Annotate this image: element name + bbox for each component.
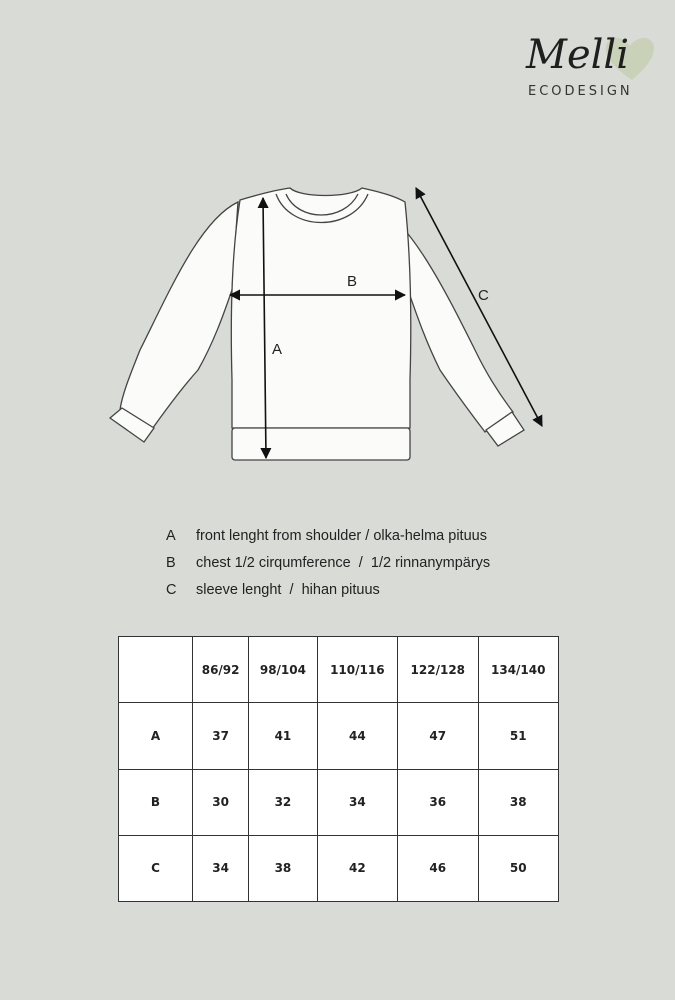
table-cell: 51 — [478, 703, 559, 769]
size-table — [118, 636, 559, 902]
legend-text: chest 1/2 cirqumference / 1/2 rinnanympärys — [196, 555, 491, 571]
legend-item — [166, 582, 490, 609]
row-label: B — [119, 769, 193, 835]
table-cell: 50 — [478, 835, 559, 901]
table-corner-cell — [119, 637, 193, 703]
size-header: 134/140 — [478, 637, 559, 703]
size-header: 110/116 — [317, 637, 397, 703]
measurement-legend — [166, 528, 490, 609]
size-header: 86/92 — [193, 637, 249, 703]
measure-label-c: C — [478, 287, 489, 304]
measure-label-a: A — [272, 341, 283, 358]
sweater-outline — [110, 188, 524, 460]
table-cell: 46 — [398, 835, 478, 901]
size-header: 98/104 — [249, 637, 317, 703]
legend-letter: C — [166, 582, 177, 598]
sweater-diagram — [100, 180, 560, 480]
table-cell: 47 — [398, 703, 478, 769]
logo-mark — [520, 18, 660, 84]
logo-script: Melli — [526, 32, 630, 78]
row-label: C — [119, 835, 193, 901]
legend-item — [166, 528, 490, 555]
table-cell: 36 — [398, 769, 478, 835]
logo-subtitle: ECODESIGN — [528, 84, 633, 99]
legend-letter: A — [166, 528, 176, 544]
table-cell: 30 — [193, 769, 249, 835]
table-cell: 37 — [193, 703, 249, 769]
brand-logo — [520, 18, 660, 108]
table-cell: 32 — [249, 769, 317, 835]
left-sleeve — [120, 202, 238, 432]
sweater-body — [231, 188, 410, 428]
table-cell: 44 — [317, 703, 397, 769]
measure-label-b: B — [347, 273, 358, 290]
legend-text: front lenght from shoulder / olka-helma pituus — [196, 528, 487, 544]
table-header-row — [119, 637, 559, 703]
size-header: 122/128 — [398, 637, 478, 703]
hem-band — [232, 428, 410, 460]
table-row — [119, 769, 559, 835]
table-cell: 38 — [249, 835, 317, 901]
legend-text: sleeve lenght / hihan pituus — [196, 582, 380, 598]
table-row — [119, 835, 559, 901]
table-cell: 34 — [317, 769, 397, 835]
row-label: A — [119, 703, 193, 769]
legend-letter: B — [166, 555, 176, 571]
table-row — [119, 703, 559, 769]
table-cell: 34 — [193, 835, 249, 901]
table-cell: 42 — [317, 835, 397, 901]
table-cell: 41 — [249, 703, 317, 769]
legend-item — [166, 555, 490, 582]
table-cell: 38 — [478, 769, 559, 835]
